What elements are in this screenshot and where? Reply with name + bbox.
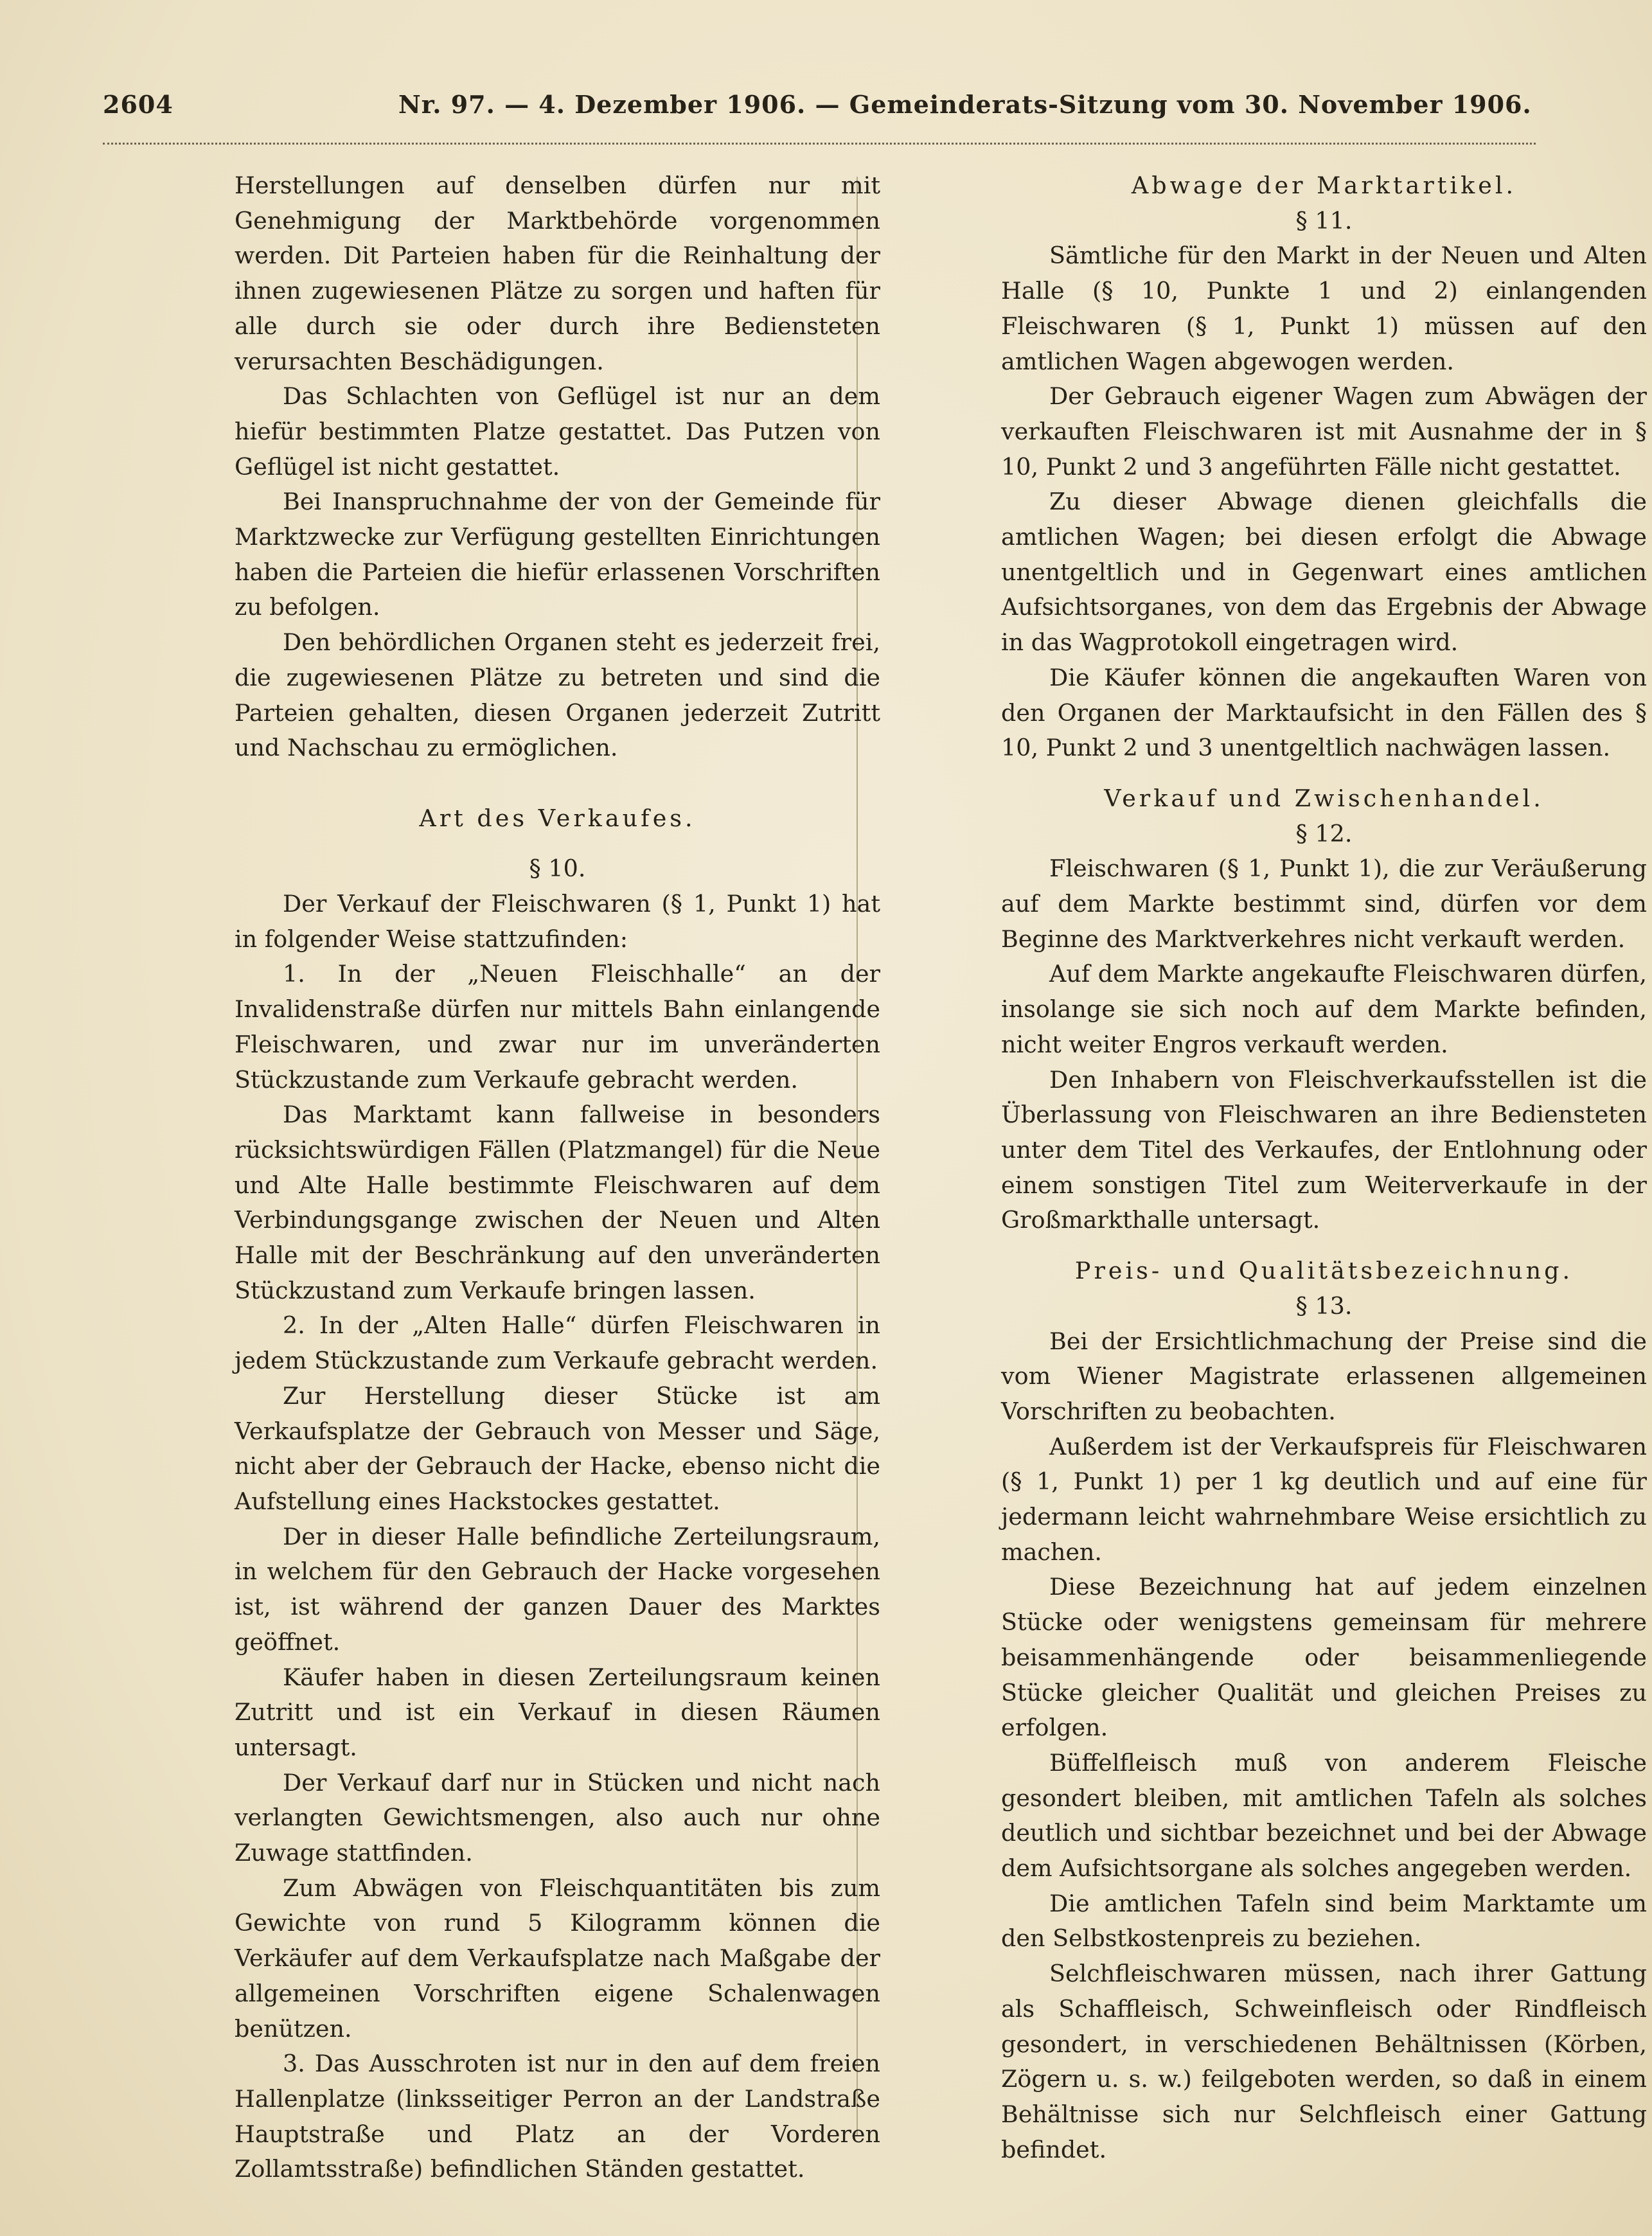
paragraph: Zum Abwägen von Fleischquantitäten bis zum Gewichte von rund 5 Kilogramm können die Verkäufer auf dem Verkaufsplatze nach Maßgabe der allgemeinen Vorschriften eigene Schalenwagen benützen. <box>235 1874 880 2043</box>
paragraph: Die amtlichen Tafeln sind beim Marktamte um den Selbstkostenpreis zu beziehen. <box>1001 1889 1647 1953</box>
page-number: 2604 <box>103 90 173 119</box>
paragraph-number: § 12. <box>1295 819 1353 847</box>
section-heading: Preis- und Qualitätsbezeichnung. <box>1074 1257 1574 1285</box>
paragraph: 3. Das Ausschroten ist nur in den auf dem freien Hallenplatze (linksseitiger Perron an der Landstraße Hauptstraße und Platz an der Vorderen Zollamtsstraße) befindlichen Ständen gestattet. <box>235 2050 880 2183</box>
paragraph-number: § 10. <box>529 855 586 883</box>
paragraph: Büffelfleisch muß von anderem Fleische gesondert bleiben, mit amtlichen Tafeln als solches deutlich und sichtbar bezeichnet und bei der Abwage dem Aufsichtsorgane als solches angegeben werden. <box>1001 1748 1647 1883</box>
paragraph: Der Verkauf darf nur in Stücken und nicht nach verlangten Gewichtsmengen, also auch nur ohne Zuwage stattfinden. <box>235 1768 880 1867</box>
paragraph: Fleischwaren (§ 1, Punkt 1), die zur Veräußerung auf dem Markte bestimmt sind, dürfen vor dem Beginne des Marktverkehres nicht verkauft werden. <box>1001 855 1647 953</box>
paragraph-number: § 13. <box>1295 1291 1353 1320</box>
paragraph: Zu dieser Abwage dienen gleichfalls die amtlichen Wagen; bei diesen erfolgt die Abwage unentgeltlich und in Gegenwart eines amtlichen Aufsichtsorganes, von dem das Ergebnis der Abwage in das Wagprotokoll eingetragen wird. <box>1001 488 1647 657</box>
paragraph: Die Käufer können die angekauften Waren von den Organen der Marktaufsicht in den Fällen des § 10, Punkt 2 und 3 unentgeltlich nachwägen lassen. <box>1001 663 1647 762</box>
paragraph: Herstellungen auf denselben dürfen nur mit Genehmigung der Marktbehörde vorgenommen werden. Dit Parteien haben für die Reinhaltung der ihnen zugewiesenen Plätze zu sorgen und haften für alle durch sie oder durch ihre Bediensteten verursachten Beschädigungen. <box>235 172 880 375</box>
left-column <box>235 168 880 2187</box>
section-heading: Verkauf und Zwischenhandel. <box>1104 784 1544 812</box>
paragraph: Diese Bezeichnung hat auf jedem einzelnen Stücke oder wenigstens gemeinsam für mehrere beisammenhängende oder beisammenliegende Stücke gleicher Qualität und gleichen Preises zu erfolgen. <box>1001 1573 1647 1742</box>
paragraph: Das Schlachten von Geflügel ist nur an dem hiefür bestimmten Platze gestattet. Das Putzen von Geflügel ist nicht gestattet. <box>235 382 880 481</box>
paragraph: Der Verkauf der Fleischwaren (§ 1, Punkt 1) hat in folgender Weise stattzufinden: <box>235 890 880 953</box>
header-rule <box>103 136 1536 145</box>
paragraph: Der in dieser Halle befindliche Zerteilungsraum, in welchem für den Gebrauch der Hacke vorgesehen ist, ist während der ganzen Dauer des Marktes geöffnet. <box>235 1522 880 1656</box>
paragraph-number: § 11. <box>1295 206 1353 235</box>
paragraph: Sämtliche für den Markt in der Neuen und Alten Halle (§ 10, Punkte 1 und 2) einlangenden Fleischwaren (§ 1, Punkt 1) müssen auf den amtlichen Wagen abgewogen werden. <box>1001 242 1647 375</box>
paragraph: Den behördlichen Organen steht es jederzeit frei, die zugewiesenen Plätze zu betreten und sind die Parteien gehalten, diesen Organen jederzeit Zutritt und Nachschau zu ermöglichen. <box>235 628 880 762</box>
paragraph: Selchfleischwaren müssen, nach ihrer Gattung als Schaffleisch, Schweinfleisch oder Rindfleisch gesondert, in verschiedenen Behältnissen (Körben, Zögern u. s. w.) feilgeboten werden, so daß in einem Behältnisse sich nur Selchfleisch einer Gattung befindet. <box>1001 1960 1647 2163</box>
paragraph: 2. In der „Alten Halle“ dürfen Fleischwaren in jedem Stückzustande zum Verkaufe gebracht werden. <box>235 1311 880 1375</box>
paragraph: Außerdem ist der Verkaufspreis für Fleischwaren (§ 1, Punkt 1) per 1 kg deutlich und auf eine für jedermann leicht wahrnehmbare Weise ersichtlich zu machen. <box>1001 1432 1647 1566</box>
paragraph: Bei der Ersichtlichmachung der Preise sind die vom Wiener Magistrate erlassenen allgemeinen Vorschriften zu beobachten. <box>1001 1327 1647 1425</box>
section-heading: Abwage der Marktartikel. <box>1131 172 1517 199</box>
section-heading: Art des Verkaufes. <box>419 804 696 832</box>
paragraph: Auf dem Markte angekaufte Fleischwaren dürfen, insolange sie sich noch auf dem Markte befinden, nicht weiter Engros verkauft werden. <box>1001 960 1647 1058</box>
page-header <box>103 90 1536 129</box>
running-title: Nr. 97. — 4. Dezember 1906. — Gemeinderats-Sitzung vom 30. November 1906. <box>398 90 1532 119</box>
paragraph: Der Gebrauch eigener Wagen zum Abwägen der verkauften Fleischwaren ist mit Ausnahme der in § 10, Punkt 2 und 3 angeführten Fälle nicht gestattet. <box>1001 382 1647 481</box>
paragraph: Den Inhabern von Fleischverkaufsstellen ist die Überlassung von Fleischwaren an ihre Bediensteten unter dem Titel des Verkaufes, der Entlohnung oder einem sonstigen Titel zum Weiterverkaufe in der Großmarkthalle untersagt. <box>1001 1065 1647 1234</box>
paragraph: Zur Herstellung dieser Stücke ist am Verkaufsplatze der Gebrauch von Messer und Säge, nicht aber der Gebrauch der Hacke, ebenso nicht die Aufstellung eines Hackstockes gestattet. <box>235 1381 880 1515</box>
paragraph: Das Marktamt kann fallweise in besonders rücksichtswürdigen Fällen (Platzmangel) für die Neue und Alte Halle bestimmte Fleischwaren auf dem Verbindungsgange zwischen der Neuen und Alten Halle mit der Beschränkung auf den unveränderten Stückzustand zum Verkaufe bringen lassen. <box>235 1101 880 1304</box>
paragraph: Bei Inanspruchnahme der von der Gemeinde für Marktzwecke zur Verfügung gestellten Einrichtungen haben die Parteien die hiefür erlassenen Vorschriften zu befolgen. <box>235 488 880 621</box>
paragraph: 1. In der „Neuen Fleischhalle“ an der Invalidenstraße dürfen nur mittels Bahn einlangende Fleischwaren, und zwar nur im unveränderten Stückzustande zum Verkaufe gebracht werden. <box>235 960 880 1094</box>
right-column <box>1001 168 1647 2167</box>
paragraph: Käufer haben in diesen Zerteilungsraum keinen Zutritt und ist ein Verkauf in diesen Räumen untersagt. <box>235 1663 880 1761</box>
